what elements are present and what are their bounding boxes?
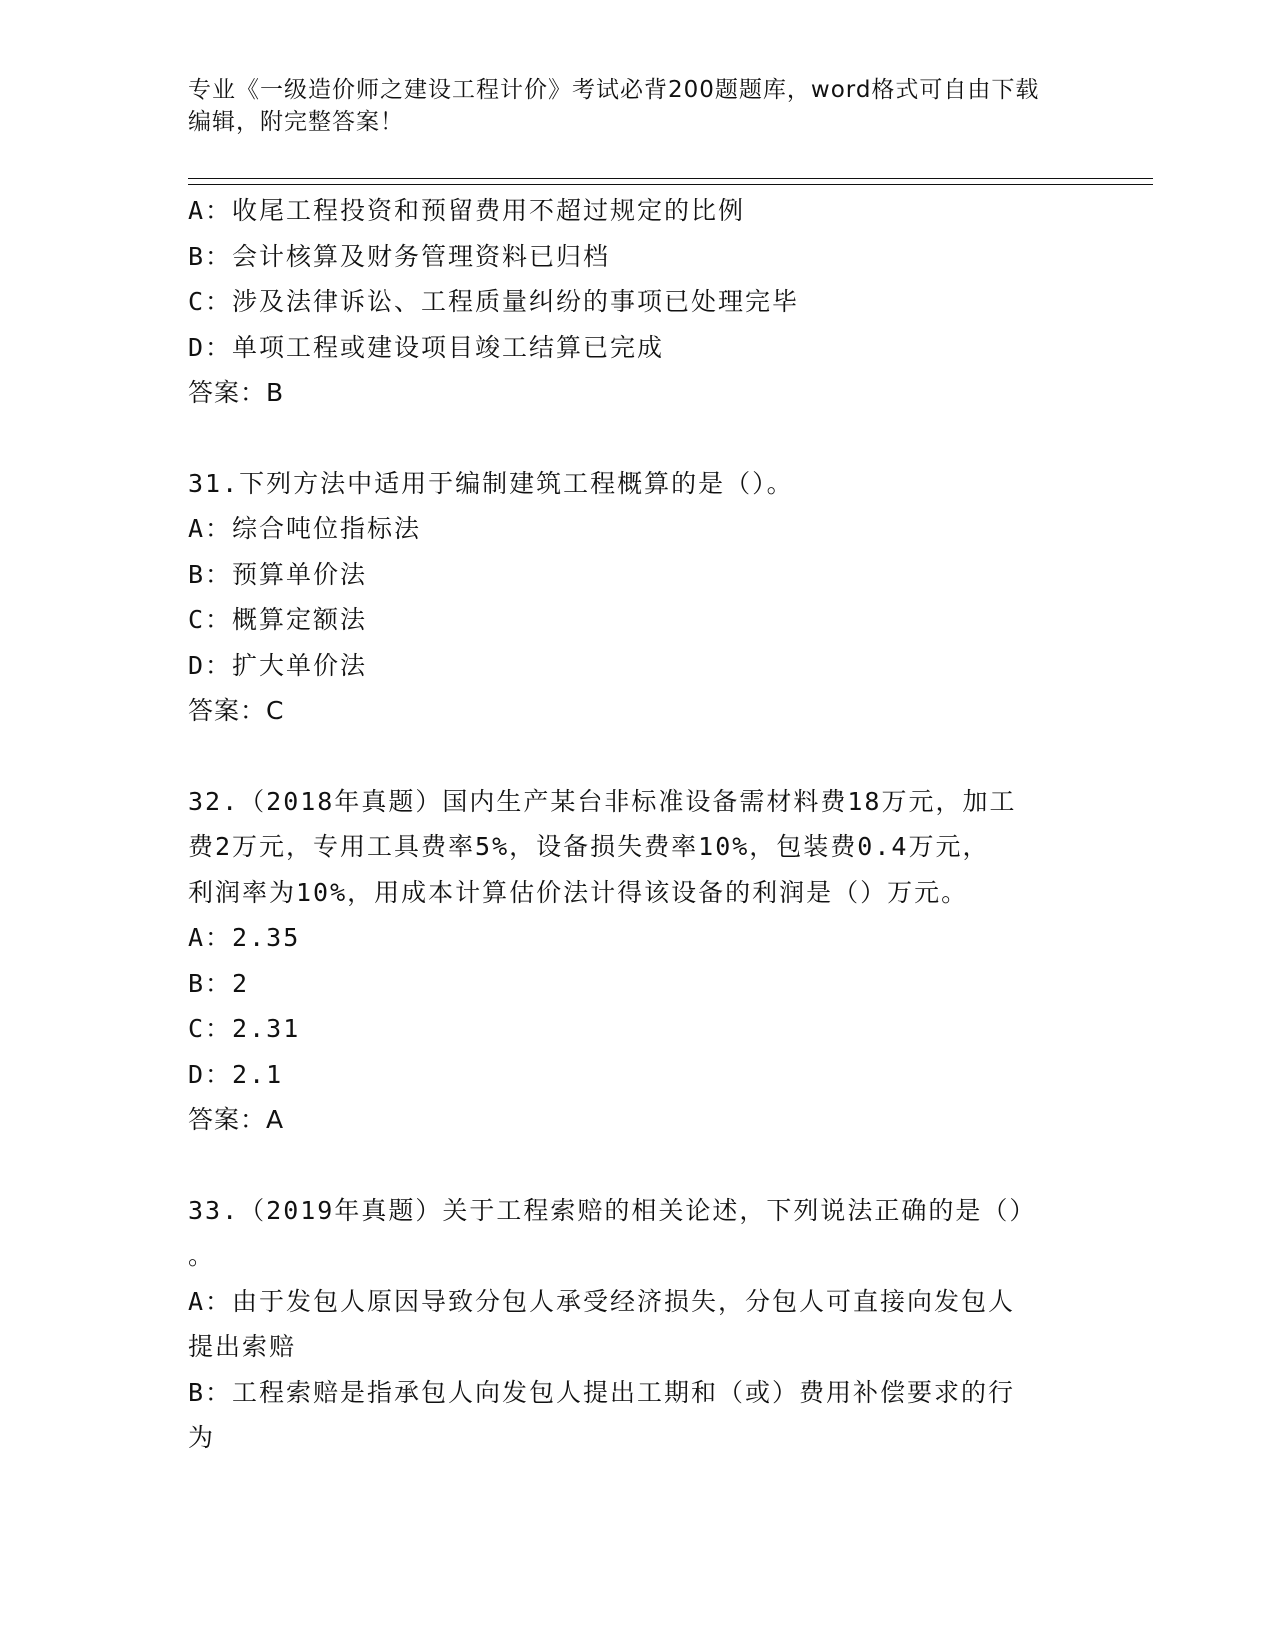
option-c: C：涉及法律诉讼、工程质量纠纷的事项已处理完毕 (188, 287, 800, 316)
option-c: C：2.31 (188, 1014, 301, 1043)
option-b-line-1: B：工程索赔是指承包人向发包人提出工期和（或）费用补偿要求的行 (188, 1377, 1016, 1407)
option-a: A：2.35 (188, 923, 301, 952)
option-a: A：综合吨位指标法 (188, 514, 422, 543)
question-text-line-1: 33.（2019年真题）关于工程索赔的相关论述，下列说法正确的是（） (188, 1195, 1037, 1225)
spacer (188, 734, 1088, 779)
answer: 答案：B (188, 378, 285, 407)
option-d: D：单项工程或建设项目竣工结算已完成 (188, 332, 665, 362)
option-a: A：收尾工程投资和预留费用不超过规定的比例 (188, 196, 746, 225)
question-text-line-2: 。 (188, 1241, 216, 1270)
question-31 (188, 461, 1088, 734)
option-d: D：2.1 (188, 1059, 284, 1089)
option-b: B：2 (188, 968, 250, 998)
option-b-line-2: 为 (188, 1423, 216, 1452)
option-a-line-2: 提出索赔 (188, 1332, 297, 1361)
answer: 答案：A (188, 1105, 285, 1134)
question-33 (188, 1188, 1088, 1461)
header-divider (188, 178, 1153, 185)
question-text-line-3: 利润率为10%，用成本计算估价法计得该设备的利润是（）万元。 (188, 877, 969, 907)
question-30 (188, 188, 1088, 416)
question-32 (188, 779, 1088, 1143)
question-text: 31.下列方法中适用于编制建筑工程概算的是（）。 (188, 468, 794, 498)
spacer (188, 416, 1088, 461)
question-text-line-2: 费2万元，专用工具费率5%，设备损失费率10%，包装费0.4万元， (188, 832, 990, 861)
spacer (188, 1143, 1088, 1188)
question-list (188, 188, 1088, 1461)
option-d: D：扩大单价法 (188, 650, 368, 680)
option-b: B：预算单价法 (188, 559, 368, 589)
question-text-line-1: 32.（2018年真题）国内生产某台非标准设备需材料费18万元，加工 (188, 786, 1017, 816)
answer: 答案：C (188, 696, 285, 725)
document-header (188, 74, 1068, 138)
option-c: C：概算定额法 (188, 605, 368, 634)
header-line-1: 专业《一级造价师之建设工程计价》考试必背200题题库，word格式可自由下载 (188, 77, 1040, 103)
option-a-line-1: A：由于发包人原因导致分包人承受经济损失，分包人可直接向发包人 (188, 1286, 1016, 1316)
header-line-2: 编辑，附完整答案！ (188, 109, 404, 135)
option-b: B：会计核算及财务管理资料已归档 (188, 241, 611, 271)
